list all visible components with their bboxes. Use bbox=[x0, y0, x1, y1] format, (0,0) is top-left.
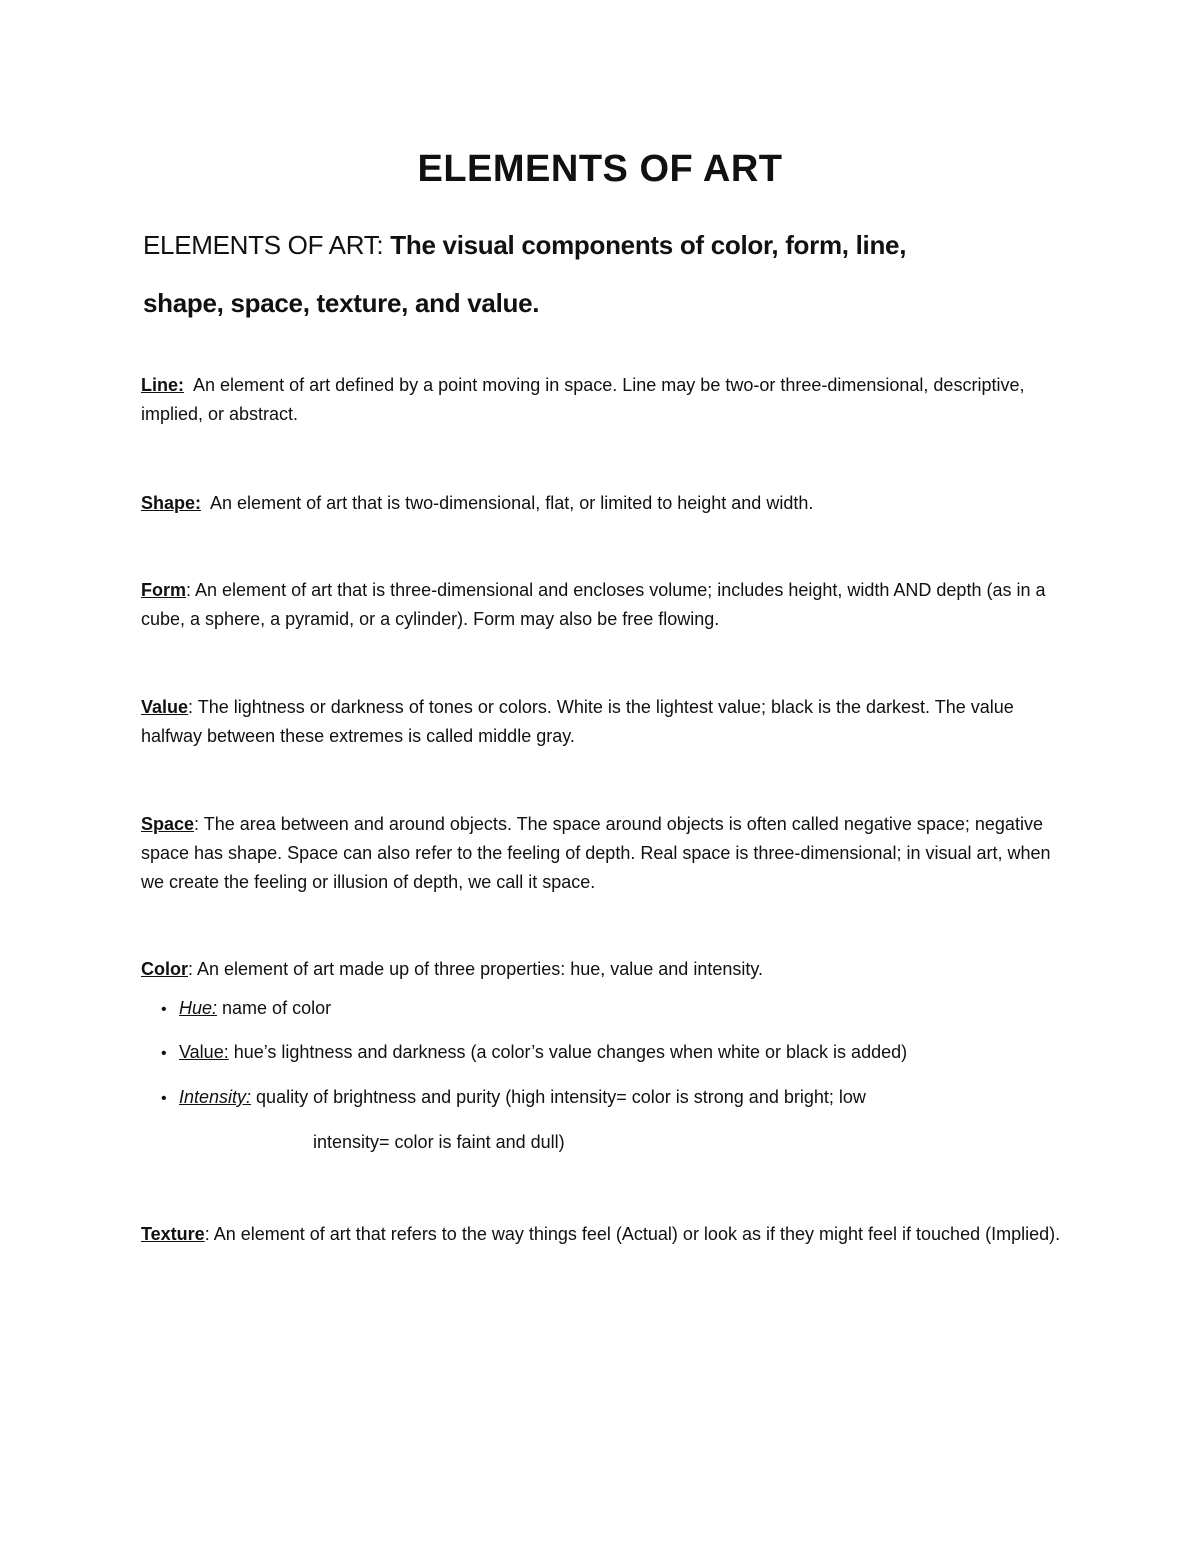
bullet-text-hue: name of color bbox=[217, 998, 332, 1018]
term-texture: Texture bbox=[141, 1224, 205, 1244]
bullet-term-hue: Hue: bbox=[179, 998, 218, 1018]
entry-texture bbox=[141, 1220, 1061, 1249]
definition-shape: An element of art that is two-dimensional, flat, or limited to height and width. bbox=[210, 493, 814, 513]
entry-color bbox=[141, 955, 1061, 984]
entry-shape bbox=[141, 489, 1061, 518]
intro-text-2: shape, space, texture, and value. bbox=[143, 288, 540, 318]
entry-space bbox=[141, 810, 1061, 897]
bullet-term-value: Value: bbox=[179, 1042, 229, 1062]
definition-value: : The lightness or darkness of tones or colors. White is the lightest value; black is the darkest. The value halfway between these extremes is called middle gray. bbox=[141, 697, 1014, 746]
term-form: Form bbox=[141, 580, 186, 600]
definition-color: : An element of art made up of three properties: hue, value and intensity. bbox=[188, 959, 764, 979]
intro-line-1 bbox=[143, 216, 1043, 274]
bullet-text-intensity: quality of brightness and purity (high intensity= color is strong and bright; low bbox=[251, 1087, 866, 1107]
definition-form: : An element of art that is three-dimensional and encloses volume; includes height, width AND depth (as in a cube, a sphere, a pyramid, or a cylinder). Form may also be free flowing. bbox=[141, 580, 1046, 629]
definition-space: : The area between and around objects. The space around objects is often called negative space; negative space has shape. Space can also refer to the feeling of depth. Real space is three-dimensional; in visual art, when we create the feeling or illusion of depth, we call it space. bbox=[141, 814, 1051, 892]
bullet-icon: • bbox=[161, 1001, 167, 1018]
term-value: Value bbox=[141, 697, 189, 717]
intro-definition bbox=[143, 216, 1043, 332]
list-item-hue bbox=[161, 998, 1061, 1019]
intensity-continuation: intensity= color is faint and dull) bbox=[313, 1132, 565, 1152]
intro-text-1: The visual components of color, form, line, bbox=[390, 230, 907, 260]
term-shape: Shape: bbox=[141, 493, 202, 513]
bullet-icon: • bbox=[161, 1045, 167, 1062]
entry-value bbox=[141, 693, 1061, 751]
definition-line: An element of art defined by a point moving in space. Line may be two-or three-dimensional, descriptive, implied, or abstract. bbox=[141, 375, 1025, 424]
page-title: ELEMENTS OF ART bbox=[417, 148, 783, 190]
intro-lead: ELEMENTS OF ART: bbox=[143, 230, 384, 260]
term-space: Space bbox=[141, 814, 195, 834]
term-color: Color bbox=[141, 959, 188, 979]
entry-line bbox=[141, 371, 1061, 429]
term-line: Line: bbox=[141, 375, 184, 395]
bullet-text-value: hue’s lightness and darkness (a color’s value changes when white or black is added) bbox=[228, 1042, 908, 1062]
list-item-value bbox=[161, 1042, 1061, 1063]
entry-form bbox=[141, 576, 1061, 634]
bullet-term-intensity: Intensity: bbox=[179, 1087, 252, 1107]
list-item-intensity bbox=[161, 1087, 1061, 1108]
bullet-icon: • bbox=[161, 1090, 167, 1107]
definition-texture: : An element of art that refers to the way things feel (Actual) or look as if they might feel if touched (Implied). bbox=[204, 1224, 1061, 1244]
